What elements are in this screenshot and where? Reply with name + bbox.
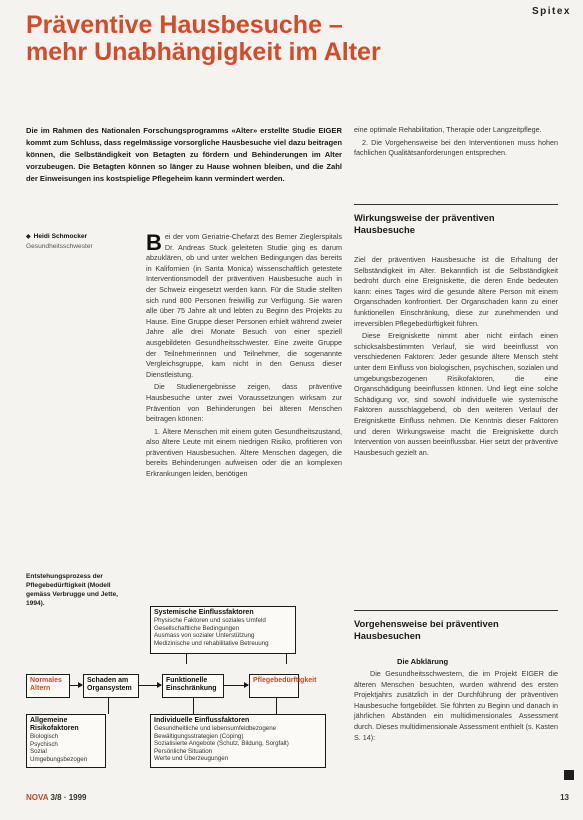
author-role: Gesundheitsschwester bbox=[26, 243, 93, 250]
continuation-paragraph: eine optimale Rehabilitation, Therapie oder Langzeitpflege. bbox=[354, 125, 542, 134]
page-number: 13 bbox=[560, 793, 569, 802]
middle-column bbox=[146, 232, 342, 482]
individual-factors-title: Individuelle Einflussfaktoren bbox=[154, 717, 250, 724]
footer bbox=[26, 793, 87, 802]
connector-line bbox=[193, 698, 194, 714]
normal-aging-box bbox=[26, 674, 70, 698]
organ-damage-box bbox=[83, 674, 139, 698]
section-tag: Spitex bbox=[531, 6, 571, 17]
systemic-factor: Gesellschaftliche Bedingungen bbox=[154, 624, 239, 632]
figure-caption: Entstehungsprozess der Pflegebedürftigkeit (Modell gemäss Verbrugge und Jette, 1994). bbox=[26, 573, 118, 607]
connector-line bbox=[108, 698, 109, 714]
right-column-top bbox=[354, 125, 558, 161]
vorgehen-paragraph: Die Gesundheitsschwestern, die im Projekt EIGER die älteren Menschen besuchten, wurden während des ersten Projektjahrs zusätzlich in der Durchführung der präventiven Hausbesuche fortgebildet. Sie führten zu Beginn und danach in jährlichen Abständen ein multidimensionales Assessment durch. Dieses multidimensionale Assessment enthielt (s. Kasten S. 14): bbox=[354, 669, 558, 742]
systemic-factor: Physische Faktoren und soziales Umfeld bbox=[154, 617, 266, 624]
systemic-factors-box bbox=[150, 606, 296, 654]
functional-limitation-box bbox=[162, 674, 224, 698]
title-line-1: Präventive Hausbesuche – bbox=[26, 11, 343, 39]
wirkung-paragraph-1: Ziel der präventiven Hausbesuche ist die Erhaltung der Selbständigkeit im Alter. Bekanntlich ist die Selbständigkeit bedroht durch eine Ereigniskette, die deren Ende bedeuten kann: eines Tages wird die gesunde ältere Person mit einem Organschaden konfrontiert. Der Organschaden kann zu einer funktionellen Einschränkung, diese zur zunehmenden und irreversiblen Pflegebedürftigkeit führen. bbox=[354, 255, 558, 328]
connector-line bbox=[276, 698, 277, 714]
right-column-vorgehen bbox=[354, 669, 558, 745]
condition-1-paragraph: 1. Ältere Menschen mit einem guten Gesundheitszustand, also ältere Leute mit einem niedrigen Risiko, profitieren von präventiven Hausbesuchen. Ältere Menschen dagegen, die bereits Behinderungen aufweisen oder die an komplexen Erkrankungen leiden, benötigen bbox=[146, 426, 342, 479]
organ-damage-label: Schaden am Organsystem bbox=[87, 677, 132, 692]
individual-factor: Gesundheitliche und lebensumfeldbezogene Bewältigungsstrategien (Coping) bbox=[154, 725, 277, 740]
wirkung-paragraph-2: Diese Ereigniskette nimmt aber nicht einfach einen schicksalsbestimmten Verlauf, sie wird beeinflusst von verschiedenen Faktoren: Jeder gesunde ältere Mensch steht unter dem Einfluss von biologischen, psychischen, sozialen und umgebungsbezogenen Risikofaktoren, die eine Organschädigung beeinflussen können. Und liegt eine solche Schädigung vor, sind sowohl individuelle wie systemische Faktoren ausschlaggebend, ob den weiteren Verlauf der Ereigniskette Einfluss nehmen. Die Kenntnis dieser Faktoren und deren Wirkungsweise macht die Ereigniskette durch Intervention von aussen beeinflussbar. Hier setzt der präventive Hausbesuch gezielt an. bbox=[354, 331, 558, 457]
right-column-wirkung bbox=[354, 255, 558, 460]
individual-factor: Sozialisierte Angebote (Schutz, Bildung, Sorgfalt) bbox=[154, 740, 289, 748]
normal-aging-label: Normales Altern bbox=[30, 677, 62, 692]
connector-line bbox=[186, 654, 187, 664]
connector-line bbox=[286, 654, 287, 664]
intro-paragraph bbox=[146, 232, 342, 380]
flow-arrow bbox=[70, 685, 82, 686]
heading-vorgehensweise: Vorgehensweise bei präventiven Hausbesuchen bbox=[354, 618, 499, 641]
results-paragraph: Die Studienergebnisse zeigen, dass präventive Hausbesuche unter zwei Voraussetzungen wirksam zur Prävention von Behinderungen bei älteren Menschen beitragen können: bbox=[146, 382, 342, 424]
lead-paragraph: Die im Rahmen des Nationalen Forschungsprogramms «Alter» erstellte Studie EIGER kommt zum Schluss, dass regelmässige vorsorgliche Hausbesuche viel dazu beitragen können, die Selbständigkeit von Betagten zu fördern und Behinderungen im Alter vorzubeugen. Die Betagten können so länger zu Hause wohnen bleiben, und die Zahl der Einweisungen ins kostspielige Pflegeheim kann vermindert werden. bbox=[26, 126, 342, 183]
general-risk-title: Allgemeine Risikofaktoren bbox=[30, 717, 79, 732]
author-box bbox=[26, 232, 136, 251]
magazine-name: NOVA bbox=[26, 793, 49, 802]
individual-factor: Werte und Überzeugungen bbox=[154, 755, 229, 763]
risk-factor: Psychisch bbox=[30, 740, 58, 748]
flow-arrow bbox=[139, 685, 161, 686]
care-dependency-label: Pflegebedürftigkeit bbox=[253, 677, 317, 684]
functional-limitation-label: Funktionelle Einschränkung bbox=[166, 677, 217, 692]
issue-info: 3/8 · 1999 bbox=[50, 793, 87, 802]
section-rule bbox=[354, 204, 558, 205]
systemic-factor: Ausmass von sozialer Unterstützung bbox=[154, 632, 255, 640]
systemic-factor: Medizinische und rehabilitative Betreuung bbox=[154, 639, 269, 647]
model-diagram bbox=[26, 606, 346, 786]
systemic-factors-title: Systemische Einflussfaktoren bbox=[154, 609, 254, 616]
section-rule bbox=[354, 610, 558, 611]
title-line-2: mehr Unabhängigkeit im Alter bbox=[26, 38, 381, 66]
care-dependency-box bbox=[249, 674, 317, 698]
general-risk-box bbox=[26, 714, 106, 768]
drop-cap: B bbox=[146, 230, 162, 255]
individual-factors-box bbox=[150, 714, 326, 768]
article-title bbox=[26, 12, 546, 66]
subheading-abklaerung: Die Abklärung bbox=[397, 657, 449, 666]
individual-factor: Persönliche Situation bbox=[154, 747, 213, 755]
risk-factor: Sozial bbox=[30, 748, 47, 756]
heading-wirkungsweise: Wirkungsweise der präventiven Hausbesuche bbox=[354, 212, 495, 235]
intro-text: ei der vom Geriatrie-Chefarzt des Berner Zieglerspitals Dr. Andreas Stuck geleiteten Studie ging es darum abzuklären, ob und unter welchen Bedingungen das bereits in Kalifornien (in Santa Monica) wissenschaftlich getestete Interventionsmodell der präventiven Hausbesuche auch in der Schweiz eingesetzt werden kann. Für die Studie stellten sich rund 800 Personen freiwillig zur Verfügung. Sie waren alle über 75 Jahre alt und lebten zu Beginn des Projekts zu Hause. Eine Gruppe dieser Personen erhielt während zweier Jahre alle drei Monate Besuch von einer speziell ausgebildeten Gesundheitsschwester. Eine zweite Gruppe der Teilnehmerinnen und Teilnehmer, die sogenannte Vergleichsgruppe, kam nicht in den Genuss dieser Dienstleistung. bbox=[146, 232, 342, 379]
article-end-mark bbox=[564, 770, 574, 780]
flow-arrow bbox=[224, 685, 248, 686]
risk-factor: Umgebungsbezogen bbox=[30, 755, 88, 763]
author-name: ◆ Heidi Schmocker bbox=[26, 232, 136, 242]
condition-2-paragraph: 2. Die Vorgehensweise bei den Interventionen muss hohen fachlichen Qualitätsanforderungen entsprechen. bbox=[354, 137, 558, 158]
risk-factor: Biologisch bbox=[30, 733, 59, 740]
